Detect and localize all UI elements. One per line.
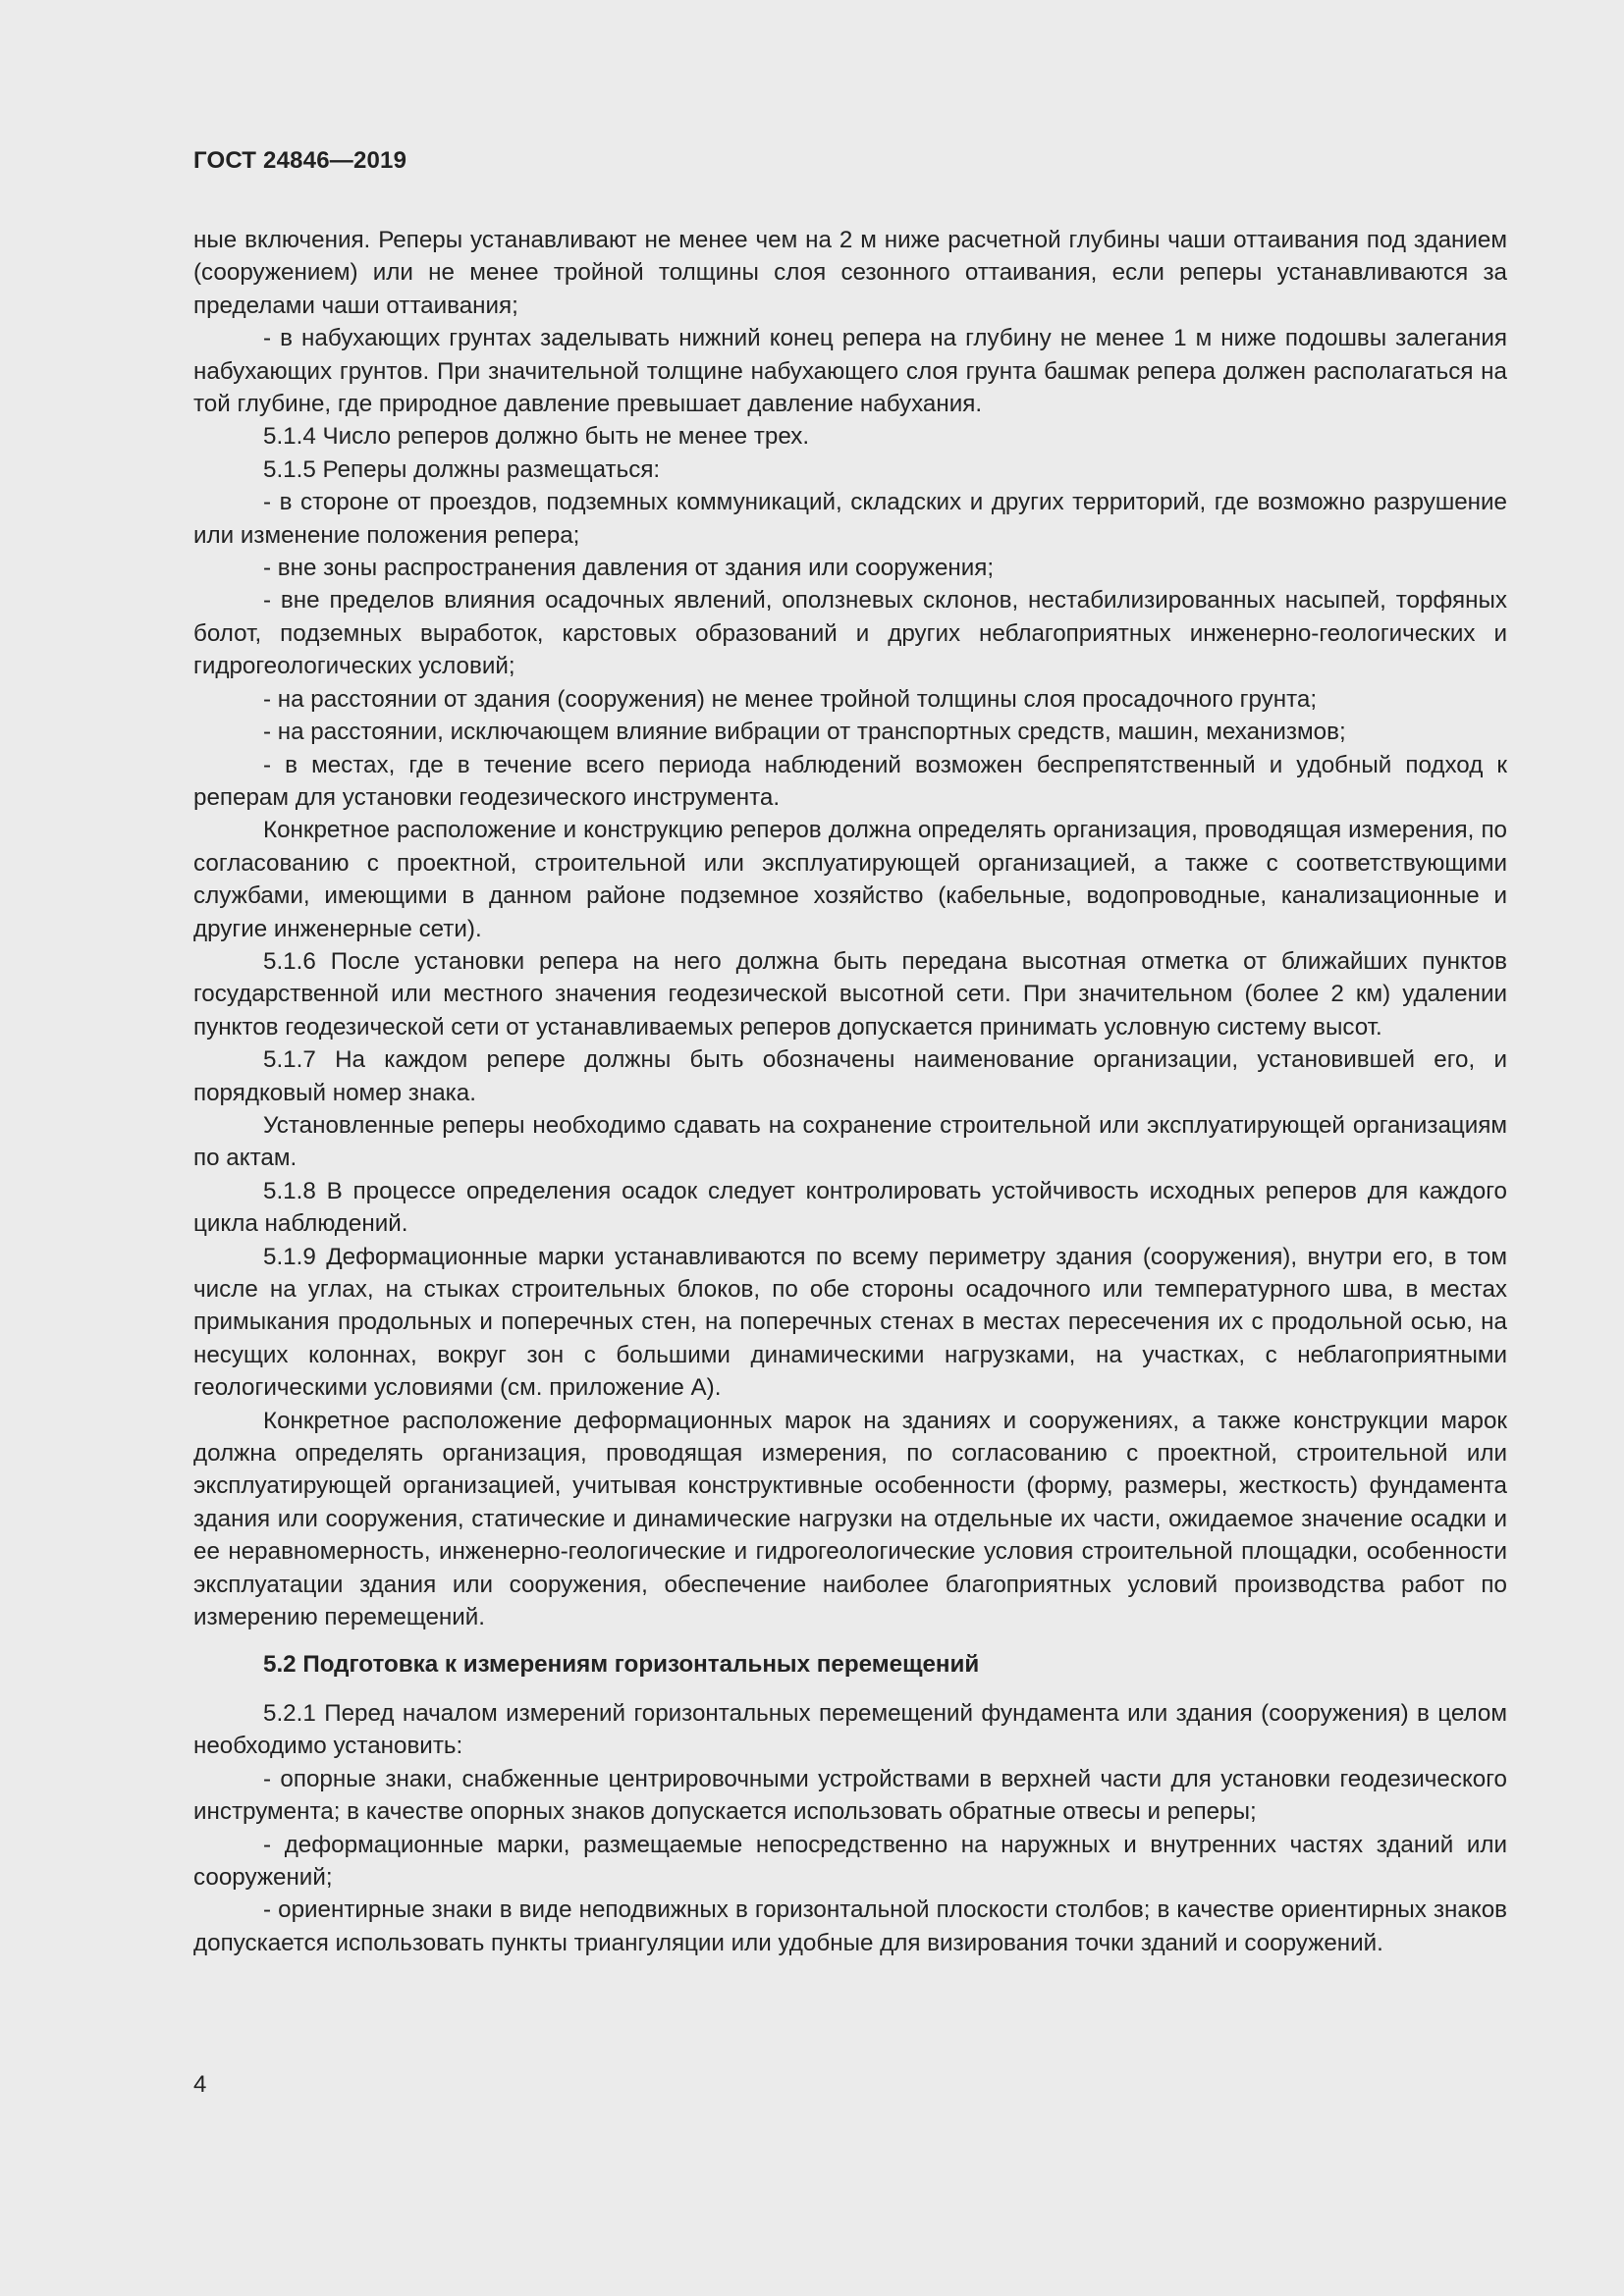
list-item-vibration-distance: - на расстоянии, исключающем влияние вибрации от транспортных средств, машин, механизмов; — [263, 719, 1346, 746]
document-body — [193, 224, 1507, 1959]
list-item-swelling-soils: - в набухающих грунтах заделывать нижний конец репера на глубину не менее 1 м ниже подошвы залегания набухающих грунтов. При значительной толщине набухающего слоя грунта башмак репера должен располагаться на той глубине, где природное давление превышает давление набухания. — [193, 325, 1507, 418]
paragraph-benchmark-placement: Конкретное расположение и конструкцию реперов должна определять организация, проводящая измерения, по согласованию с проектной, строительной или эксплуатирующей организацией, а также с соответствующими службами, имеющими в данном районе подземное хозяйство (кабельные, водопроводные, канализационные и другие инженерные сети). — [193, 817, 1507, 942]
list-item-outside-sediment-influence: - вне пределов влияния осадочных явлений, оползневых склонов, нестабилизированных насыпей, торфяных болот, подземных выработок, карстовых образований и других неблагоприятных инженерно-геологических и гидрогеологических условий; — [193, 587, 1507, 680]
list-item-reference-marks: - опорные знаки, снабженные центрировочными устройствами в верхней части для установки геодезического инструмента; в качестве опорных знаков допускается использовать обратные отвесы и реперы; — [193, 1765, 1507, 1826]
paragraph-benchmark-handover: Установленные реперы необходимо сдавать на сохранение строительной или эксплуатирующей организациям по актам. — [193, 1111, 1507, 1172]
list-item-deformation-marks: - деформационные марки, размещаемые непосредственно на наружных и внутренних частях зданий или сооружений; — [193, 1831, 1507, 1891]
paragraph-deformation-marks: Конкретное расположение деформационных марок на зданиях и сооружениях, а также конструкции марок должна определять организация, проводящая измерения, по согласованию с проектной, строительной или эксплуатирующей организацией, учитывая конструктивные особенности (форму, размеры, жесткость) фундамента здания или сооружения, статические и динамические нагрузки на отдельные их части, ожидаемое значение осадки и ее неравномерность, инженерно-геологические и гидрогеологические условия строительной площадки, особенности эксплуатации здания или сооружения, обеспечение наиболее благоприятных условий производства работ по измерению перемещений. — [193, 1407, 1507, 1631]
section-heading-5-2: 5.2 Подготовка к измерениям горизонтальных перемещений — [263, 1651, 980, 1679]
clause-5-2-1: 5.2.1 Перед началом измерений горизонтальных перемещений фундамента или здания (сооружения) в целом необходимо установить: — [193, 1699, 1507, 1760]
list-item-access-locations: - в местах, где в течение всего периода наблюдений возможен беспрепятственный и удобный подход к реперам для установки геодезического инструмента. — [193, 751, 1507, 811]
list-item-outside-pressure-zone: - вне зоны распространения давления от здания или сооружения; — [263, 555, 995, 582]
clause-5-1-9: 5.1.9 Деформационные марки устанавливаются по всему периметру здания (сооружения), внутри его, в том числе на углах, на стыках строительных блоков, по обе стороны осадочного или температурного шва, в местах примыкания продольных и поперечных стен, на поперечных стенах в местах пересечения их с продольной осью, на несущих колоннах, вокруг зон с большими динамическими нагрузками, на участках, с неблагоприятными геологическими условиями (см. приложение А). — [193, 1243, 1507, 1402]
page-number: 4 — [193, 2071, 207, 2098]
clause-5-1-4: 5.1.4 Число реперов должно быть не менее трех. — [263, 423, 810, 451]
clause-5-1-8: 5.1.8 В процессе определения осадок следует контролировать устойчивость исходных реперов для каждого цикла наблюдений. — [193, 1177, 1507, 1238]
document-header-id: ГОСТ 24846—2019 — [193, 147, 407, 174]
list-item-distance-from-building: - на расстоянии от здания (сооружения) не менее тройной толщины слоя просадочного грунта; — [263, 685, 1318, 713]
list-item-away-from-roads: - в стороне от проездов, подземных коммуникаций, складских и других территорий, где возможно разрушение или изменение положения репера; — [193, 489, 1507, 549]
clause-5-1-5: 5.1.5 Реперы должны размещаться: — [263, 455, 661, 483]
list-item-orientation-marks: - ориентирные знаки в виде неподвижных в горизонтальной плоскости столбов; в качестве ориентирных знаков допускается использовать пункты триангуляции или удобные для визирования точки зданий и сооружений. — [193, 1896, 1507, 1956]
paragraph-continuation: ные включения. Реперы устанавливают не менее чем на 2 м ниже расчетной глубины чаши оттаивания под зданием (сооружением) или не менее тройной толщины слоя сезонного оттаивания, если реперы устанавливаются за пределами чаши оттаивания; — [193, 227, 1507, 319]
clause-5-1-6: 5.1.6 После установки репера на него должна быть передана высотная отметка от ближайших пунктов государственной или местного значения геодезической высотной сети. При значительном (более 2 км) удалении пунктов геодезической сети от устанавливаемых реперов допускается принимать условную систему высот. — [193, 947, 1507, 1041]
clause-5-1-7: 5.1.7 На каждом репере должны быть обозначены наименование организации, установившей его, и порядковый номер знака. — [193, 1046, 1507, 1106]
